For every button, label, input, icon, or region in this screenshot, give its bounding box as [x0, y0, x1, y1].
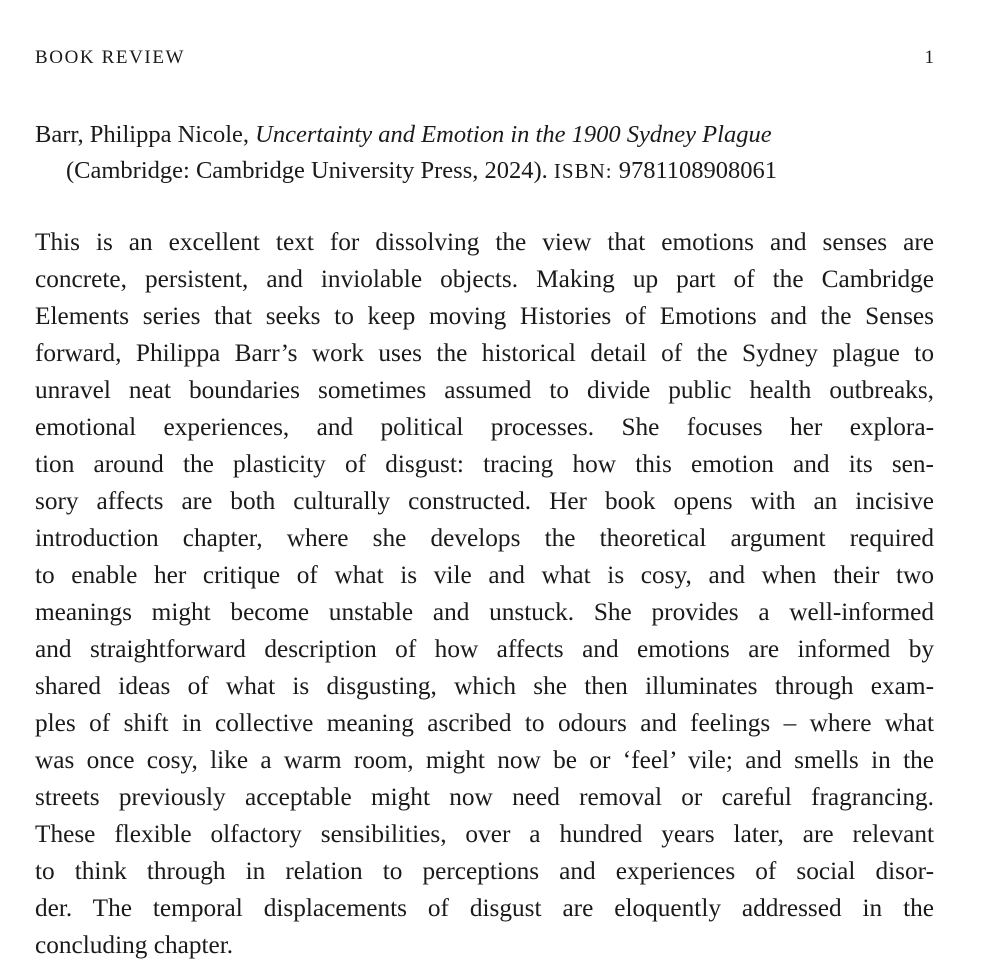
body-line: ples of shift in collective meaning ascribed to odours and feelings – where what	[35, 709, 934, 737]
body-line: Elements series that seeks to keep moving Histories of Emotions and the Senses	[35, 302, 934, 330]
book-citation	[35, 117, 934, 189]
body-line: to think through in relation to perceptions and experiences of social disor-	[35, 857, 934, 885]
section-label: BOOK REVIEW	[35, 47, 186, 68]
citation-line-1	[35, 117, 934, 153]
body-line: der. The temporal displacements of disgust are eloquently addressed in the	[35, 894, 934, 922]
body-line: emotional experiences, and political processes. She focuses her explora-	[35, 413, 934, 441]
body-line: to enable her critique of what is vile and what is cosy, and when their two	[35, 561, 934, 589]
citation-author: Barr, Philippa Nicole,	[35, 121, 250, 148]
citation-publisher: (Cambridge: Cambridge University Press, 2024).	[66, 157, 548, 184]
citation-isbn: 9781108908061	[618, 157, 778, 184]
review-body-paragraph	[35, 224, 934, 964]
citation-line-2	[35, 153, 934, 189]
body-line: concluding chapter.	[35, 931, 234, 959]
body-line: was once cosy, like a warm room, might now be or ‘feel’ vile; and smells in the	[35, 746, 934, 774]
body-line: meanings might become unstable and unstuck. She provides a well-informed	[35, 598, 934, 626]
body-line: unravel neat boundaries sometimes assumed to divide public health outbreaks,	[35, 376, 934, 404]
body-line: sory affects are both culturally constructed. Her book opens with an incisive	[35, 487, 934, 515]
citation-title: Uncertainty and Emotion in the 1900 Sydney Plague	[255, 121, 772, 148]
body-line: shared ideas of what is disgusting, which she then illuminates through exam-	[35, 672, 934, 700]
body-line: These flexible olfactory sensibilities, over a hundred years later, are relevant	[35, 820, 934, 848]
body-line: introduction chapter, where she develops the theoretical argument required	[35, 524, 934, 552]
body-line: forward, Philippa Barr’s work uses the historical detail of the Sydney plague to	[35, 339, 934, 367]
body-line: concrete, persistent, and inviolable objects. Making up part of the Cambridge	[35, 265, 934, 293]
citation-isbn-label: ISBN:	[553, 159, 613, 183]
page-number: 1	[924, 47, 934, 68]
body-line: streets previously acceptable might now need removal or careful fragrancing.	[35, 783, 934, 811]
body-line: This is an excellent text for dissolving the view that emotions and senses are	[35, 228, 934, 256]
body-line: and straightforward description of how affects and emotions are informed by	[35, 635, 934, 663]
running-head	[35, 46, 934, 70]
body-line: tion around the plasticity of disgust: tracing how this emotion and its sen-	[35, 450, 934, 478]
